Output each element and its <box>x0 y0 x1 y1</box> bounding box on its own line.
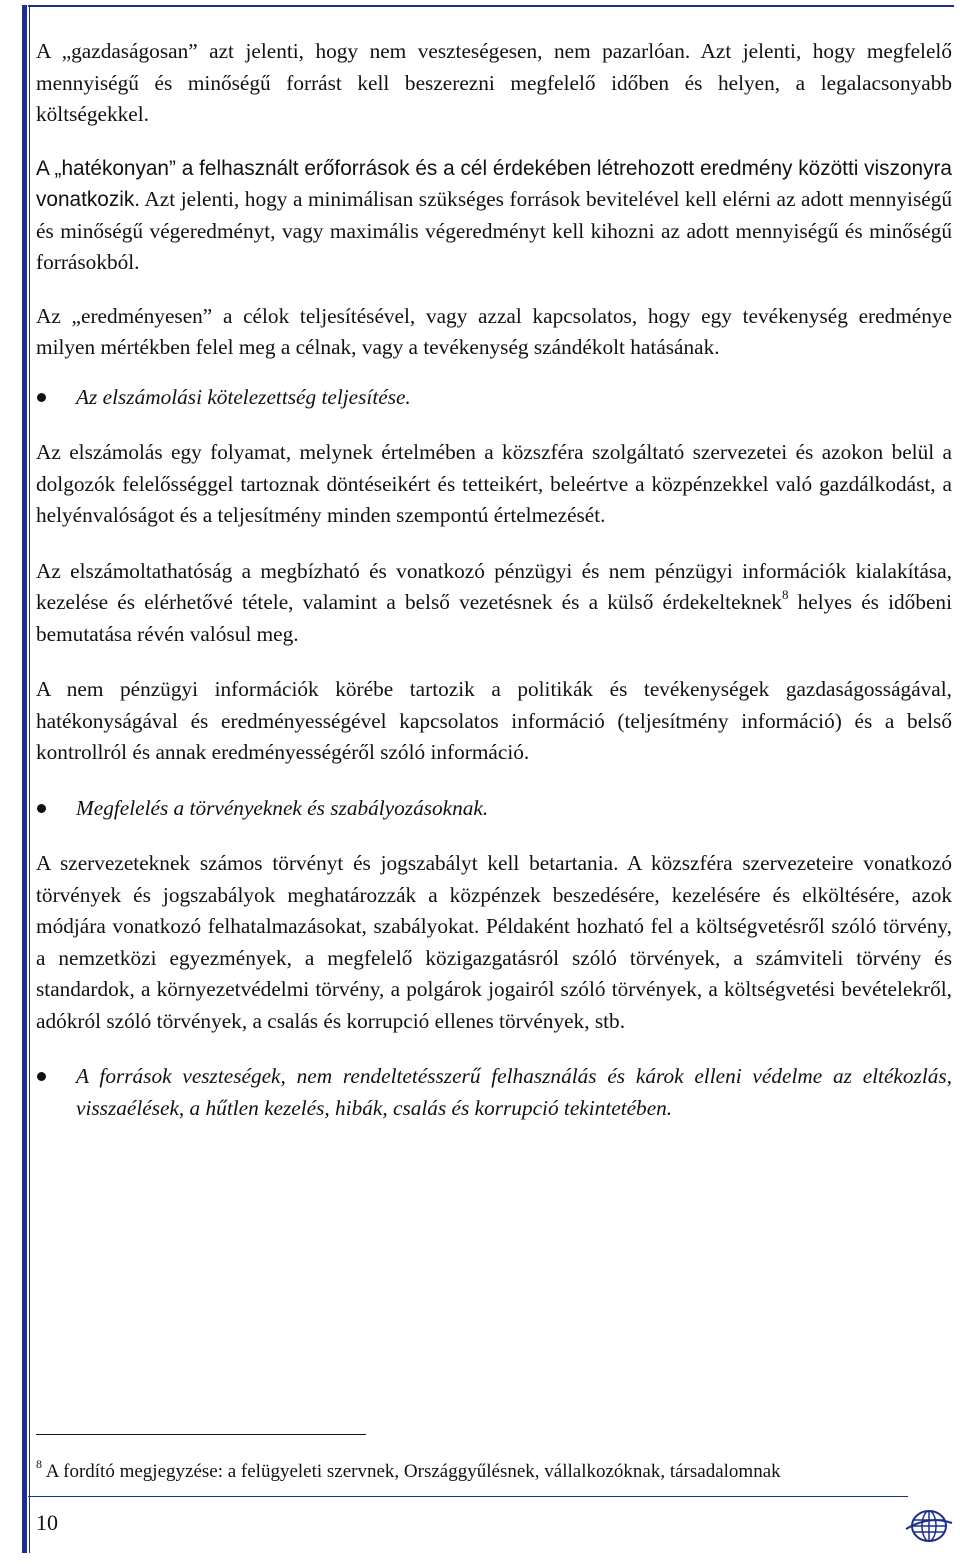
bullet-dot <box>37 1072 46 1081</box>
bullet-label: Az elszámolási kötelezettség teljesítése. <box>76 384 411 409</box>
bullet-elszamolasi <box>36 382 952 414</box>
footnote-number: 8 <box>36 1457 42 1471</box>
paragraph-szervezeteknek-b: A közszféra szervezeteire vonatkozó törvények és jogszabályok meghatározzák a közpénzek beszedésére, kezelésére és elköltésére, azok módjára vonatkozó felhatalmazásokat, szabályokat. <box>36 851 953 938</box>
paragraph-gazdasagosan: A „gazdaságosan” azt jelenti, hogy nem veszteségesen, nem pazarlóan. Azt jelenti, hogy megfelelő mennyiségű és minőségű forrást kell beszerezni megfelelő időben és helyen, a legalacsonyabb költségekkel. <box>36 39 952 126</box>
page-body <box>36 36 952 1124</box>
top-border <box>28 5 954 7</box>
footnote-reference: 8 <box>781 587 789 602</box>
paragraph-elszamoltathatosag-a: Az elszámoltathatóság a megbízható és vonatkozó pénzügyi és nem pénzügyi információk kialakítása, kezelése és elérhetővé tétele, valamint a belső vezetésnek és a külső érdekelteknek <box>36 558 952 614</box>
paragraph-hatekonyan <box>36 153 952 279</box>
paragraph-hatekonyan-sans: A „hatékonyan” a felhasznált erőforrások és a cél érdekében létrehozott eredmény közötti viszonyra vonatkozik. <box>36 156 952 211</box>
bottom-rule <box>28 1496 908 1497</box>
bullet-label: Megfelelés a törvényeknek és szabályozásoknak. <box>76 795 489 820</box>
page-number: 10 <box>36 1510 58 1535</box>
paragraph-szervezeteknek-a: A szervezeteknek számos törvényt és jogszabályt kell betartania. <box>36 851 619 875</box>
bullet-dot <box>37 804 46 813</box>
paragraph-szervezeteknek-c: Példaként hozható fel a költségvetésről szóló törvény, a nemzetközi egyezmények, a megfelelő közigazgatásról szóló törvények, a számviteli törvény és standardok, a környezetvédelmi törvény, a polgárok jogairól szóló törvények, a költségvetési bevételekről, adókról szóló törvények, a csalás és korrupció ellenes törvények, stb. <box>36 914 952 1033</box>
paragraph-hatekonyan-rest: Azt jelenti, hogy a minimálisan szükséges források bevitelével kell elérni az adott mennyiségű és minőségű végeredményt, vagy maximális végeredményt kell kihozni az adott mennyiségű és minőségű forrásokból. <box>36 187 952 274</box>
bullet-megfeleles <box>36 793 952 825</box>
paragraph-elszamoltathatosag-b: helyes és időbeni bemutatása révén valósul meg. <box>36 590 952 646</box>
paragraph-eredmenyesen: Az „eredményesen” a célok teljesítésével, vagy azzal kapcsolatos, hogy egy tevékenység eredménye milyen mértékben felel meg a célnak, vagy a tevékenység szándékolt hatásának. <box>36 303 952 359</box>
bullet-forrasok-vedelme <box>36 1061 952 1124</box>
globe-logo-icon <box>904 1507 954 1545</box>
paragraph-nem-penzugyi: A nem pénzügyi információk körébe tartozik a politikák és tevékenységek gazdaságosságával, hatékonyságával és eredményességével kapcsolatos információ (teljesítmény információ) és a belső kontrollról és annak eredményességéről szóló információ. <box>36 677 952 764</box>
paragraph-elszamolas: Az elszámolás egy folyamat, melynek értelmében a közszféra szolgáltató szervezetei és azokon belül a dolgozók felelősséggel tartoznak döntéseikért és tetteikért, beleértve a közpénzekkel való gazdálkodást, a helyénvalóságot és a teljesítmény minden szempontú értelmezését. <box>36 440 952 527</box>
paragraph-szervezeteknek <box>36 848 952 1037</box>
bullet-dot <box>37 393 46 402</box>
footnote <box>36 1459 952 1485</box>
left-border-inner <box>29 5 30 1553</box>
paragraph-elszamoltathatosag <box>36 556 952 651</box>
left-border <box>22 5 27 1553</box>
footnote-separator <box>36 1434 366 1435</box>
footnote-text: A fordító megjegyzése: a felügyeleti szervnek, Országgyűlésnek, vállalkozóknak, társadalomnak <box>42 1461 781 1482</box>
bullet-label: A források veszteségek, nem rendeltetésszerű felhasználás és károk elleni védelme az eltékozlás, visszaélések, a hűtlen kezelés, hibák, csalás és korrupció tekintetében. <box>76 1064 952 1120</box>
